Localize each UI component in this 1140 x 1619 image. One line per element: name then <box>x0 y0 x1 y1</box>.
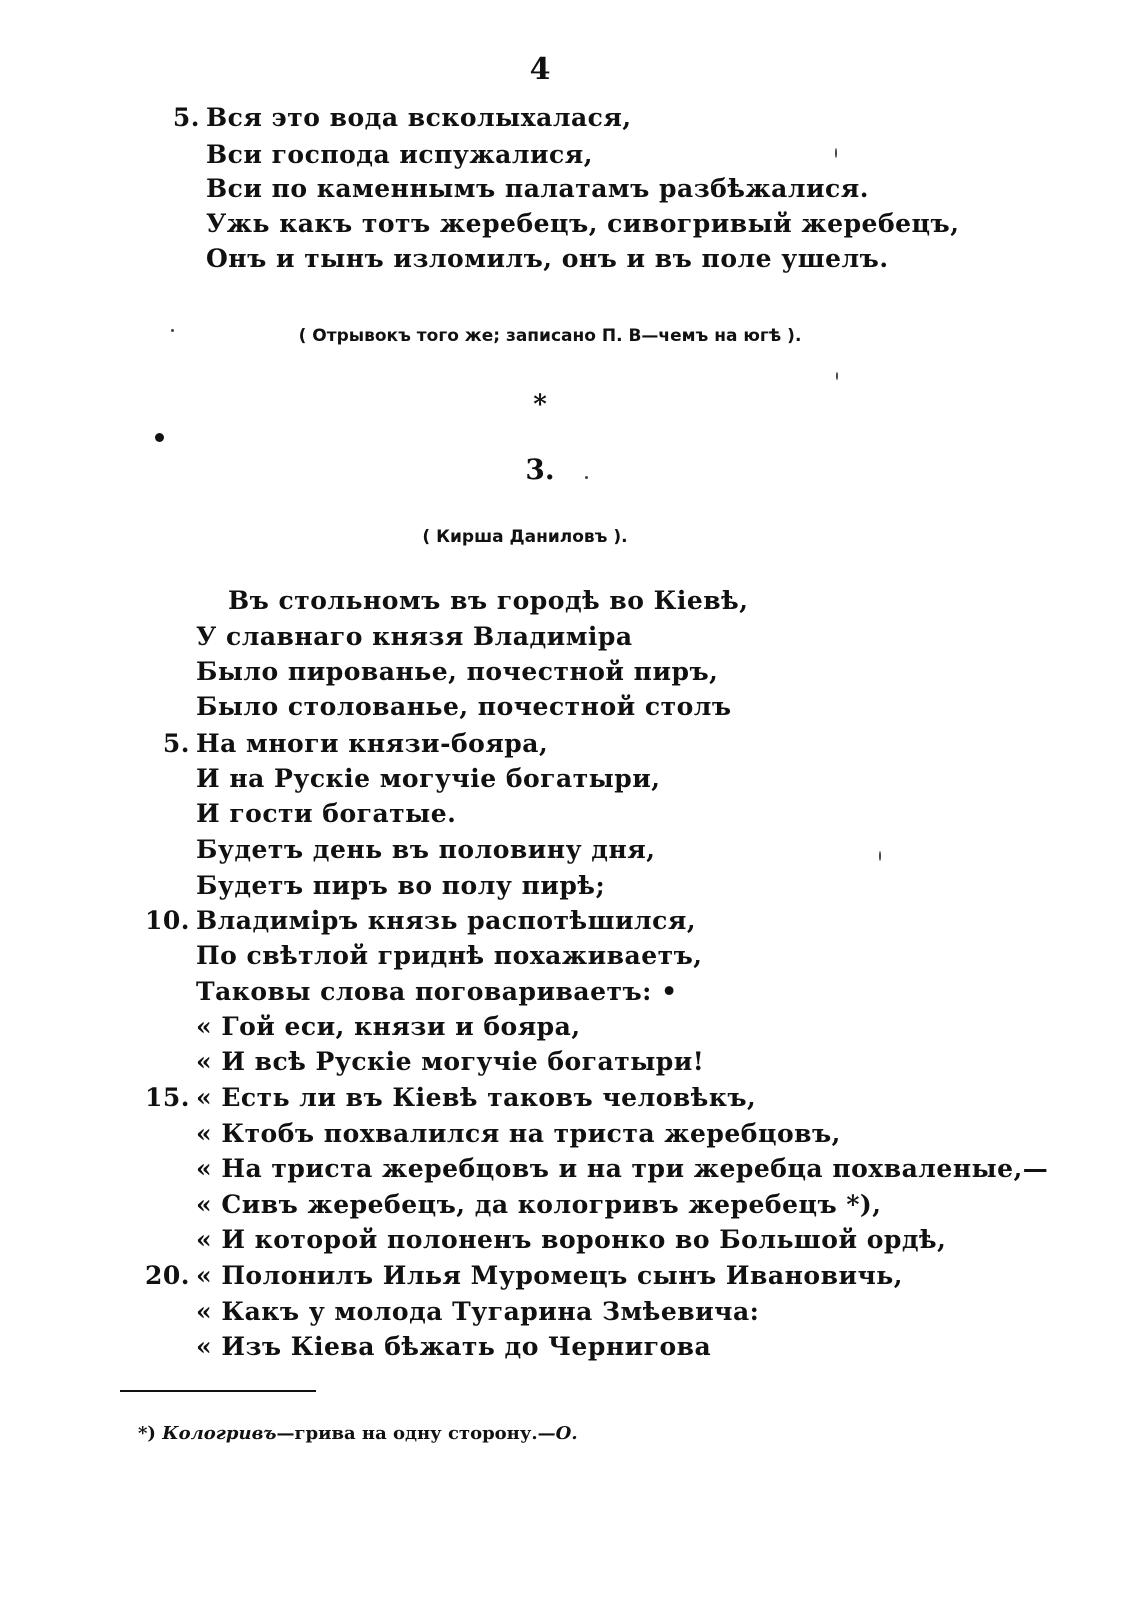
verse-text: Вся это вода всколыхалася, <box>206 103 632 132</box>
verse-line <box>162 726 549 762</box>
verse-line <box>196 974 678 1010</box>
footnote-term: Кологривъ <box>162 1423 277 1444</box>
footnote-mark: *) <box>138 1423 156 1444</box>
verse-text: Было столованье, почестной столъ <box>196 692 732 721</box>
verse-text: Онъ и тынъ изломилъ, онъ и въ поле ушелъ. <box>206 244 889 273</box>
verse-text: « Ктобъ похвалился на триста жеребцовъ, <box>196 1119 841 1148</box>
verse-text: Будетъ пиръ во полу пирѣ; <box>196 871 606 900</box>
scan-speck <box>836 372 838 380</box>
verse-line <box>206 241 889 277</box>
footnote <box>138 1423 578 1444</box>
verse-line <box>196 619 633 655</box>
verse-line <box>196 1044 704 1080</box>
footnote-text: —грива на одну сторону.— <box>276 1423 556 1444</box>
verse-line <box>196 1116 841 1152</box>
verse-text: На многи князи-бояра, <box>196 729 549 758</box>
verse-text: « На триста жеребцовъ и на три жеребца похваленые,— <box>196 1154 1049 1183</box>
footnote-rule <box>120 1390 316 1392</box>
verse-text: « И которой полоненъ воронко во Большой ордѣ, <box>196 1225 947 1254</box>
verse-text: Будетъ день въ половину дня, <box>196 835 656 864</box>
line-number: 10. <box>145 906 190 935</box>
verse-line <box>196 654 718 690</box>
verse-line <box>172 100 632 136</box>
verse-line <box>196 1329 711 1365</box>
verse-text: По свѣтлой гриднѣ похаживаетъ, <box>196 941 703 970</box>
scan-speck <box>835 148 837 158</box>
verse-text: И гости богатые. <box>196 799 457 828</box>
verse-line <box>196 1187 881 1223</box>
verse-line <box>206 206 959 242</box>
verse-line <box>196 761 660 797</box>
verse-line <box>196 1294 759 1330</box>
verse-text: Таковы слова поговариваетъ: • <box>196 977 678 1006</box>
section-divider-asterisk: * <box>533 390 547 420</box>
margin-dot <box>155 433 164 442</box>
line-number: 5. <box>172 103 200 132</box>
verse-line <box>145 1080 757 1116</box>
verse-line <box>145 903 697 939</box>
verse-text: « Сивъ жеребецъ, да кологривъ жеребецъ *), <box>196 1190 882 1219</box>
verse-line <box>145 1258 903 1294</box>
verse-text: « Есть ли въ Кіевѣ таковъ человѣкъ, <box>196 1083 757 1112</box>
verse-text: Вси господа испужалися, <box>206 140 593 169</box>
verse-line <box>196 938 703 974</box>
verse-line <box>196 689 732 725</box>
verse-text: « Гой еси, князи и бояра, <box>196 1012 581 1041</box>
verse-text: « Полонилъ Илья Муромецъ сынъ Ивановичь, <box>196 1261 903 1290</box>
verse-line <box>228 583 748 619</box>
line-number: 15. <box>145 1083 190 1112</box>
verse-text: Ужь какъ тотъ жеребецъ, сивогривый жеребецъ, <box>206 209 960 238</box>
verse-line <box>196 796 456 832</box>
section-source: ( Кирша Даниловъ ). <box>422 527 628 547</box>
verse-line <box>196 1222 946 1258</box>
scan-speck <box>171 329 174 332</box>
verse-line <box>206 171 869 207</box>
section-number: 3. <box>525 453 555 486</box>
verse-text: У славнаго князя Владиміра <box>196 622 633 651</box>
verse-line <box>196 868 605 904</box>
verse-text: « И всѣ Рускіе могучіе богатыри! <box>196 1047 705 1076</box>
source-note: ( Отрывокъ того же; записано П. В—чемъ на югѣ ). <box>298 326 802 346</box>
verse-text: И на Рускіе могучіе богатыри, <box>196 764 661 793</box>
verse-text: Въ стольномъ въ городѣ во Кіевѣ, <box>228 586 749 615</box>
verse-line <box>196 1009 581 1045</box>
line-number: 5. <box>162 729 190 758</box>
verse-line <box>196 1151 1048 1187</box>
verse-text: Владиміръ князь распотѣшился, <box>196 906 697 935</box>
verse-text: « Какъ у молода Тугарина Змѣевича: <box>196 1297 760 1326</box>
verse-line <box>206 137 593 173</box>
verse-line <box>196 832 655 868</box>
footnote-signature: О. <box>555 1423 578 1444</box>
page-number: 4 <box>529 52 551 87</box>
verse-text: Вси по каменнымъ палатамъ разбѣжалися. <box>206 174 869 203</box>
scan-speck <box>879 851 881 861</box>
verse-text: « Изъ Кіева бѣжать до Чернигова <box>196 1332 712 1361</box>
scan-speck <box>585 476 588 479</box>
line-number: 20. <box>145 1261 190 1290</box>
verse-text: Было пированье, почестной пиръ, <box>196 657 719 686</box>
